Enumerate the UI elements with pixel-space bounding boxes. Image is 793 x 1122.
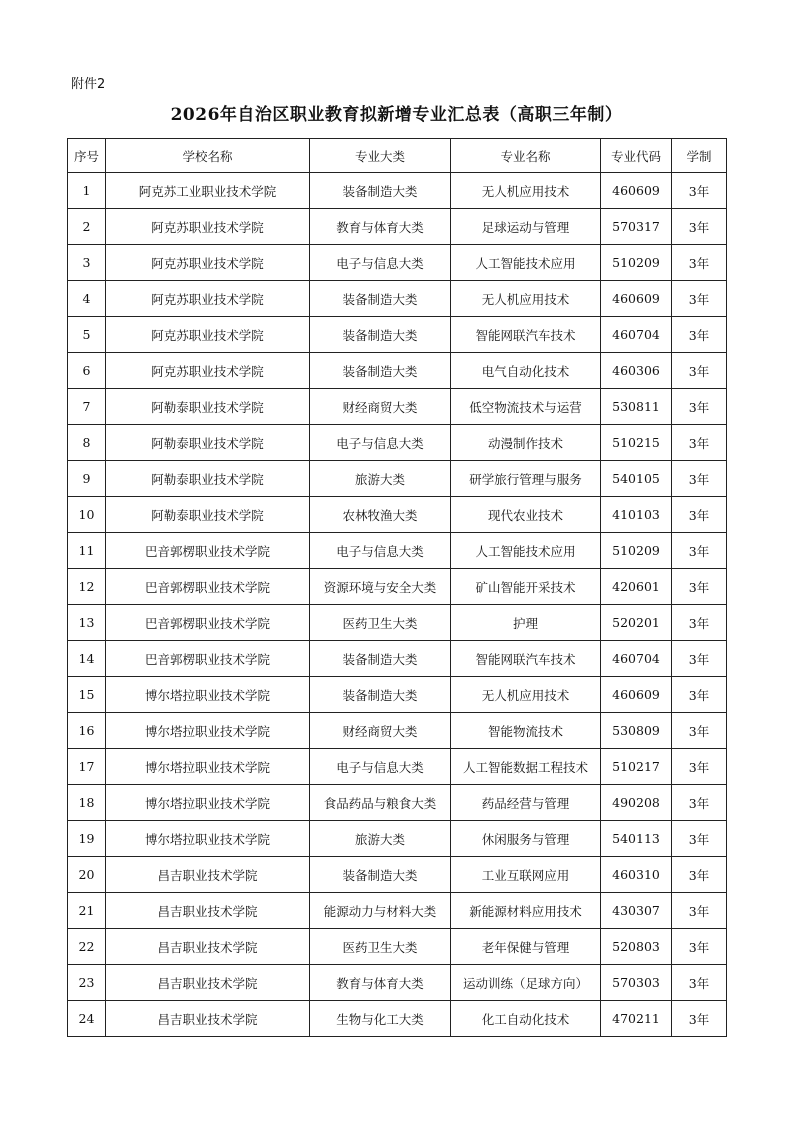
table-row <box>68 929 727 965</box>
table-body <box>68 173 727 1037</box>
table-row <box>68 713 727 749</box>
cell-category: 装备制造大类 <box>310 317 451 353</box>
cell-code: 530811 <box>601 389 672 425</box>
cell-code: 420601 <box>601 569 672 605</box>
table-row <box>68 461 727 497</box>
header-category: 专业大类 <box>310 139 451 173</box>
cell-category: 电子与信息大类 <box>310 245 451 281</box>
cell-code: 460609 <box>601 281 672 317</box>
cell-code: 460306 <box>601 353 672 389</box>
table-row <box>68 245 727 281</box>
cell-school: 昌吉职业技术学院 <box>106 1001 310 1037</box>
cell-duration: 3年 <box>672 821 727 857</box>
cell-school: 昌吉职业技术学院 <box>106 857 310 893</box>
cell-index: 18 <box>68 785 106 821</box>
cell-category: 装备制造大类 <box>310 677 451 713</box>
cell-index: 5 <box>68 317 106 353</box>
table-row <box>68 533 727 569</box>
cell-school: 巴音郭楞职业技术学院 <box>106 533 310 569</box>
cell-duration: 3年 <box>672 785 727 821</box>
table-header-row <box>68 139 727 173</box>
cell-duration: 3年 <box>672 857 727 893</box>
cell-index: 2 <box>68 209 106 245</box>
cell-code: 570303 <box>601 965 672 1001</box>
cell-school: 博尔塔拉职业技术学院 <box>106 677 310 713</box>
cell-index: 21 <box>68 893 106 929</box>
table-row <box>68 785 727 821</box>
cell-school: 阿克苏职业技术学院 <box>106 281 310 317</box>
cell-school: 阿克苏职业技术学院 <box>106 209 310 245</box>
cell-duration: 3年 <box>672 461 727 497</box>
cell-code: 460704 <box>601 317 672 353</box>
cell-duration: 3年 <box>672 677 727 713</box>
attachment-label: 附件2 <box>71 77 106 92</box>
cell-school: 阿勒泰职业技术学院 <box>106 425 310 461</box>
cell-duration: 3年 <box>672 497 727 533</box>
cell-index: 8 <box>68 425 106 461</box>
cell-code: 470211 <box>601 1001 672 1037</box>
cell-category: 资源环境与安全大类 <box>310 569 451 605</box>
table-row <box>68 677 727 713</box>
cell-school: 阿克苏职业技术学院 <box>106 353 310 389</box>
cell-code: 460704 <box>601 641 672 677</box>
cell-major: 人工智能技术应用 <box>451 533 601 569</box>
cell-category: 教育与体育大类 <box>310 209 451 245</box>
cell-category: 旅游大类 <box>310 461 451 497</box>
table-row <box>68 749 727 785</box>
table-row <box>68 893 727 929</box>
page-title: 2026年自治区职业教育拟新增专业汇总表（高职三年制） <box>170 105 623 125</box>
cell-school: 巴音郭楞职业技术学院 <box>106 641 310 677</box>
cell-duration: 3年 <box>672 569 727 605</box>
cell-major: 化工自动化技术 <box>451 1001 601 1037</box>
cell-index: 6 <box>68 353 106 389</box>
table-row <box>68 173 727 209</box>
cell-code: 510217 <box>601 749 672 785</box>
cell-duration: 3年 <box>672 533 727 569</box>
cell-category: 农林牧渔大类 <box>310 497 451 533</box>
header-duration: 学制 <box>672 139 727 173</box>
cell-index: 15 <box>68 677 106 713</box>
table-row <box>68 605 727 641</box>
cell-category: 财经商贸大类 <box>310 389 451 425</box>
cell-major: 低空物流技术与运营 <box>451 389 601 425</box>
cell-code: 460310 <box>601 857 672 893</box>
cell-school: 阿勒泰职业技术学院 <box>106 497 310 533</box>
cell-code: 510209 <box>601 533 672 569</box>
cell-code: 460609 <box>601 677 672 713</box>
cell-index: 16 <box>68 713 106 749</box>
cell-index: 1 <box>68 173 106 209</box>
cell-code: 520201 <box>601 605 672 641</box>
cell-major: 运动训练（足球方向） <box>451 965 601 1001</box>
cell-duration: 3年 <box>672 893 727 929</box>
cell-code: 460609 <box>601 173 672 209</box>
cell-code: 540113 <box>601 821 672 857</box>
cell-major: 护理 <box>451 605 601 641</box>
cell-index: 11 <box>68 533 106 569</box>
cell-code: 570317 <box>601 209 672 245</box>
cell-index: 19 <box>68 821 106 857</box>
table-row <box>68 1001 727 1037</box>
cell-school: 阿勒泰职业技术学院 <box>106 461 310 497</box>
cell-category: 医药卫生大类 <box>310 605 451 641</box>
cell-major: 智能网联汽车技术 <box>451 641 601 677</box>
cell-duration: 3年 <box>672 929 727 965</box>
cell-major: 老年保健与管理 <box>451 929 601 965</box>
cell-duration: 3年 <box>672 245 727 281</box>
cell-index: 14 <box>68 641 106 677</box>
majors-table <box>67 138 727 1037</box>
cell-index: 9 <box>68 461 106 497</box>
cell-major: 无人机应用技术 <box>451 281 601 317</box>
cell-category: 装备制造大类 <box>310 641 451 677</box>
cell-index: 22 <box>68 929 106 965</box>
cell-major: 药品经营与管理 <box>451 785 601 821</box>
cell-duration: 3年 <box>672 389 727 425</box>
cell-index: 12 <box>68 569 106 605</box>
cell-duration: 3年 <box>672 713 727 749</box>
table-row <box>68 569 727 605</box>
cell-code: 410103 <box>601 497 672 533</box>
cell-category: 财经商贸大类 <box>310 713 451 749</box>
cell-code: 510215 <box>601 425 672 461</box>
table-row <box>68 821 727 857</box>
table-row <box>68 497 727 533</box>
cell-code: 530809 <box>601 713 672 749</box>
cell-duration: 3年 <box>672 353 727 389</box>
cell-major: 工业互联网应用 <box>451 857 601 893</box>
cell-duration: 3年 <box>672 173 727 209</box>
cell-duration: 3年 <box>672 641 727 677</box>
cell-major: 人工智能数据工程技术 <box>451 749 601 785</box>
cell-duration: 3年 <box>672 1001 727 1037</box>
cell-school: 昌吉职业技术学院 <box>106 929 310 965</box>
cell-index: 4 <box>68 281 106 317</box>
cell-major: 电气自动化技术 <box>451 353 601 389</box>
cell-category: 电子与信息大类 <box>310 425 451 461</box>
cell-index: 7 <box>68 389 106 425</box>
table-row <box>68 209 727 245</box>
cell-major: 智能物流技术 <box>451 713 601 749</box>
cell-major: 新能源材料应用技术 <box>451 893 601 929</box>
cell-index: 23 <box>68 965 106 1001</box>
cell-major: 无人机应用技术 <box>451 173 601 209</box>
header-code: 专业代码 <box>601 139 672 173</box>
cell-category: 装备制造大类 <box>310 281 451 317</box>
cell-duration: 3年 <box>672 749 727 785</box>
cell-major: 人工智能技术应用 <box>451 245 601 281</box>
cell-category: 电子与信息大类 <box>310 749 451 785</box>
cell-major: 休闲服务与管理 <box>451 821 601 857</box>
cell-code: 510209 <box>601 245 672 281</box>
table-row <box>68 317 727 353</box>
cell-category: 旅游大类 <box>310 821 451 857</box>
header-index: 序号 <box>68 139 106 173</box>
table-row <box>68 353 727 389</box>
cell-code: 430307 <box>601 893 672 929</box>
table-row <box>68 281 727 317</box>
cell-category: 教育与体育大类 <box>310 965 451 1001</box>
cell-category: 生物与化工大类 <box>310 1001 451 1037</box>
cell-index: 17 <box>68 749 106 785</box>
cell-category: 装备制造大类 <box>310 857 451 893</box>
cell-category: 装备制造大类 <box>310 353 451 389</box>
cell-major: 矿山智能开采技术 <box>451 569 601 605</box>
cell-index: 24 <box>68 1001 106 1037</box>
table-row <box>68 965 727 1001</box>
table-row <box>68 389 727 425</box>
cell-category: 食品药品与粮食大类 <box>310 785 451 821</box>
cell-school: 博尔塔拉职业技术学院 <box>106 713 310 749</box>
cell-duration: 3年 <box>672 281 727 317</box>
header-school: 学校名称 <box>106 139 310 173</box>
cell-school: 巴音郭楞职业技术学院 <box>106 605 310 641</box>
cell-duration: 3年 <box>672 965 727 1001</box>
cell-duration: 3年 <box>672 605 727 641</box>
cell-major: 研学旅行管理与服务 <box>451 461 601 497</box>
cell-category: 电子与信息大类 <box>310 533 451 569</box>
cell-school: 阿克苏职业技术学院 <box>106 317 310 353</box>
table-row <box>68 857 727 893</box>
cell-major: 无人机应用技术 <box>451 677 601 713</box>
cell-code: 490208 <box>601 785 672 821</box>
cell-index: 3 <box>68 245 106 281</box>
cell-category: 能源动力与材料大类 <box>310 893 451 929</box>
cell-school: 昌吉职业技术学院 <box>106 893 310 929</box>
cell-major: 动漫制作技术 <box>451 425 601 461</box>
cell-school: 昌吉职业技术学院 <box>106 965 310 1001</box>
table-row <box>68 641 727 677</box>
cell-code: 540105 <box>601 461 672 497</box>
cell-major: 足球运动与管理 <box>451 209 601 245</box>
cell-school: 阿勒泰职业技术学院 <box>106 389 310 425</box>
cell-code: 520803 <box>601 929 672 965</box>
cell-major: 现代农业技术 <box>451 497 601 533</box>
cell-duration: 3年 <box>672 425 727 461</box>
header-major: 专业名称 <box>451 139 601 173</box>
cell-index: 20 <box>68 857 106 893</box>
cell-index: 10 <box>68 497 106 533</box>
cell-index: 13 <box>68 605 106 641</box>
cell-duration: 3年 <box>672 317 727 353</box>
cell-school: 阿克苏职业技术学院 <box>106 245 310 281</box>
cell-major: 智能网联汽车技术 <box>451 317 601 353</box>
cell-school: 博尔塔拉职业技术学院 <box>106 785 310 821</box>
cell-duration: 3年 <box>672 209 727 245</box>
cell-school: 阿克苏工业职业技术学院 <box>106 173 310 209</box>
cell-category: 装备制造大类 <box>310 173 451 209</box>
cell-school: 博尔塔拉职业技术学院 <box>106 821 310 857</box>
cell-school: 巴音郭楞职业技术学院 <box>106 569 310 605</box>
cell-school: 博尔塔拉职业技术学院 <box>106 749 310 785</box>
cell-category: 医药卫生大类 <box>310 929 451 965</box>
table-row <box>68 425 727 461</box>
